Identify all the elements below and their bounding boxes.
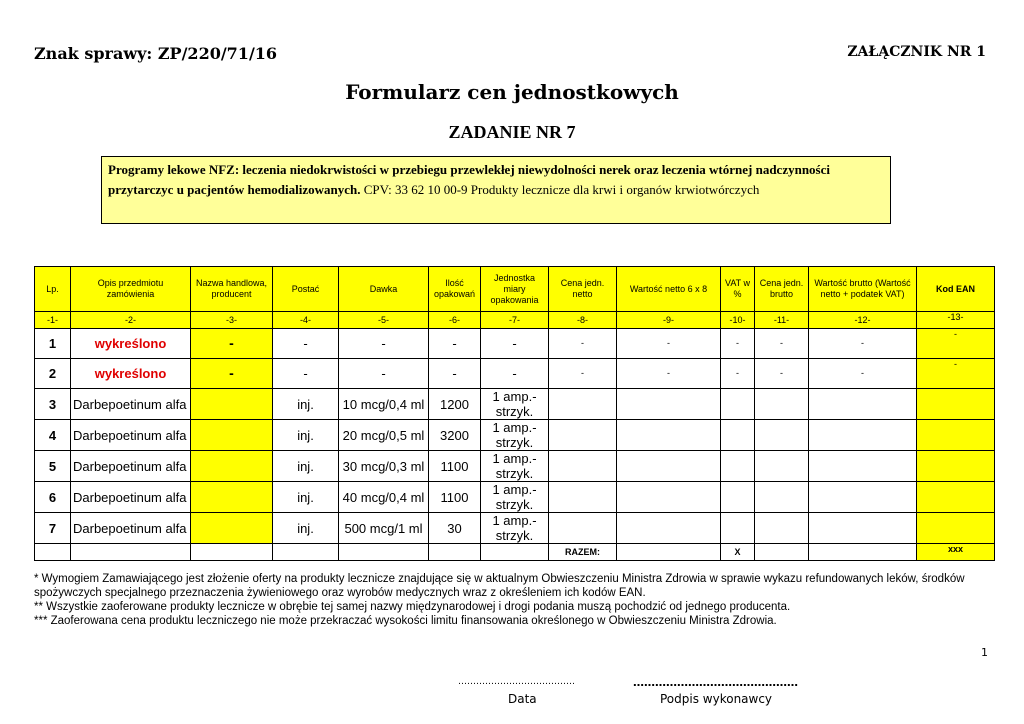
name-cell[interactable] — [191, 389, 273, 420]
price-table — [34, 266, 995, 561]
number-cell: -8- — [549, 312, 617, 329]
dose-cell: - — [339, 329, 429, 359]
header-cell: Wartość brutto (Wartość netto + podatek VAT) — [809, 267, 917, 312]
ean-cell[interactable] — [917, 451, 995, 482]
number-cell: -3- — [191, 312, 273, 329]
vat-cell[interactable] — [721, 389, 755, 420]
empty-cell — [35, 544, 71, 561]
number-cell: -7- — [481, 312, 549, 329]
net-cell: - — [617, 329, 721, 359]
total-label: RAZEM: — [549, 544, 617, 561]
table-row — [35, 389, 995, 420]
header-cell: Ilość opakowań — [429, 267, 481, 312]
net-cell[interactable] — [617, 420, 721, 451]
gross-cell: - — [809, 329, 917, 359]
table-header-row — [35, 267, 995, 312]
number-cell: -13- — [917, 312, 995, 329]
table-row — [35, 451, 995, 482]
gross-price-cell[interactable] — [755, 420, 809, 451]
unit-cell: 1 amp.-strzyk. — [481, 420, 549, 451]
vat-cell[interactable] — [721, 513, 755, 544]
unit-cell: - — [481, 359, 549, 389]
form-cell: - — [273, 329, 339, 359]
ean-cell[interactable] — [917, 482, 995, 513]
number-cell: -2- — [71, 312, 191, 329]
date-label: Data — [508, 692, 537, 706]
ean-cell[interactable]: - — [917, 329, 995, 359]
number-cell: -11- — [755, 312, 809, 329]
dose-cell: 10 mcg/0,4 ml — [339, 389, 429, 420]
price-cell[interactable] — [549, 389, 617, 420]
vat-cell: - — [721, 359, 755, 389]
table-row — [35, 329, 995, 359]
dose-cell: 30 mcg/0,3 ml — [339, 451, 429, 482]
lp-cell: 3 — [35, 389, 71, 420]
table-row — [35, 359, 995, 389]
footnote: * Wymogiem Zamawiającego jest złożenie oferty na produkty lecznicze znajdujące się w aktualnym Obwieszczeniu Ministra Zdrowia w sprawie wykazu refundowanych leków, środków spożywczych specjalnego przeznaczenia żywieniowego oraz wyrobów medycznych wraz z określeniem ich kodów EAN. — [34, 573, 965, 599]
ean-cell[interactable]: - — [917, 359, 995, 389]
form-cell: inj. — [273, 482, 339, 513]
empty-cell — [755, 544, 809, 561]
qty-cell: 3200 — [429, 420, 481, 451]
ean-cell[interactable] — [917, 389, 995, 420]
dose-cell: 20 mcg/0,5 ml — [339, 420, 429, 451]
header-cell: Cena jedn. brutto — [755, 267, 809, 312]
description-bold: Programy lekowe NFZ: leczenia niedokrwistości w przebiegu przewlekłej niewydolności nerek oraz leczenia wtórnej nadczynności przytarczyc u pacjentów hemodializowanych. — [108, 162, 830, 197]
name-cell[interactable] — [191, 482, 273, 513]
number-cell: -6- — [429, 312, 481, 329]
name-cell[interactable] — [191, 513, 273, 544]
empty-cell — [481, 544, 549, 561]
qty-cell: 1100 — [429, 451, 481, 482]
gross-cell: - — [809, 359, 917, 389]
header-cell: Opis przedmiotu zamówienia — [71, 267, 191, 312]
qty-cell: 30 — [429, 513, 481, 544]
footnotes — [34, 572, 994, 628]
gross-price-cell: - — [755, 359, 809, 389]
vat-cell[interactable] — [721, 451, 755, 482]
description-cpv: CPV: 33 62 10 00-9 Produkty lecznicze dla krwi i organów krwiotwórczych — [360, 182, 760, 197]
page-number: 1 — [981, 646, 988, 659]
number-cell: -12- — [809, 312, 917, 329]
price-cell[interactable] — [549, 482, 617, 513]
empty-cell — [273, 544, 339, 561]
empty-cell — [71, 544, 191, 561]
name-cell[interactable]: - — [191, 359, 273, 389]
footnote: *** Zaoferowana cena produktu leczniczego nie może przekraczać wysokości limitu finansowania określonego w Obwieszczeniu Ministra Zdrowia. — [34, 615, 777, 627]
net-cell[interactable] — [617, 451, 721, 482]
name-cell[interactable]: - — [191, 329, 273, 359]
vat-cell[interactable] — [721, 420, 755, 451]
header-cell: Cena jedn. netto — [549, 267, 617, 312]
table-row — [35, 513, 995, 544]
vat-cell: - — [721, 329, 755, 359]
header-cell: Dawka — [339, 267, 429, 312]
number-cell: -1- — [35, 312, 71, 329]
unit-cell: 1 amp.-strzyk. — [481, 389, 549, 420]
lp-cell: 4 — [35, 420, 71, 451]
header-cell: Nazwa handlowa, producent — [191, 267, 273, 312]
lp-cell: 1 — [35, 329, 71, 359]
gross-cell[interactable] — [809, 482, 917, 513]
dose-cell: 500 mcg/1 ml — [339, 513, 429, 544]
desc-cell: Darbepoetinum alfa — [71, 389, 191, 420]
empty-cell — [339, 544, 429, 561]
number-cell: -9- — [617, 312, 721, 329]
gross-cell[interactable] — [809, 451, 917, 482]
total-net-cell[interactable] — [617, 544, 721, 561]
qty-cell: 1200 — [429, 389, 481, 420]
price-cell: - — [549, 359, 617, 389]
table-row — [35, 420, 995, 451]
qty-cell: 1100 — [429, 482, 481, 513]
number-cell: -4- — [273, 312, 339, 329]
table-row — [35, 482, 995, 513]
name-cell[interactable] — [191, 451, 273, 482]
date-line: ………………………………… — [458, 677, 575, 687]
header-cell: Wartość netto 6 x 8 — [617, 267, 721, 312]
ean-cell[interactable] — [917, 513, 995, 544]
price-cell[interactable] — [549, 451, 617, 482]
number-cell: -10- — [721, 312, 755, 329]
desc-cell: wykreślono — [71, 329, 191, 359]
net-cell[interactable] — [617, 482, 721, 513]
footnote: ** Wszystkie zaoferowane produkty lecznicze w obrębie tej samej nazwy międzynarodowej i drogi podania muszą pochodzić od jednego producenta. — [34, 601, 791, 613]
task-title: ZADANIE NR 7 — [448, 122, 576, 142]
vat-cell[interactable] — [721, 482, 755, 513]
attachment-label: ZAŁĄCZNIK NR 1 — [847, 44, 986, 60]
total-ean-mark: xxx — [917, 544, 995, 561]
signature-line: ……………………………………… — [633, 676, 798, 689]
price-cell[interactable] — [549, 513, 617, 544]
desc-cell: Darbepoetinum alfa — [71, 451, 191, 482]
lp-cell: 2 — [35, 359, 71, 389]
unit-cell: 1 amp.-strzyk. — [481, 513, 549, 544]
unit-cell: - — [481, 329, 549, 359]
header-cell: Postać — [273, 267, 339, 312]
empty-cell — [429, 544, 481, 561]
header-cell: Jednostka miary opakowania — [481, 267, 549, 312]
lp-cell: 7 — [35, 513, 71, 544]
page-title: Formularz cen jednostkowych — [345, 80, 679, 104]
header-cell: VAT w % — [721, 267, 755, 312]
gross-price-cell[interactable] — [755, 513, 809, 544]
signature-label: Podpis wykonawcy — [660, 692, 773, 706]
gross-price-cell[interactable] — [755, 482, 809, 513]
gross-cell[interactable] — [809, 513, 917, 544]
qty-cell: - — [429, 359, 481, 389]
ean-cell[interactable] — [917, 420, 995, 451]
desc-cell: Darbepoetinum alfa — [71, 482, 191, 513]
gross-cell[interactable] — [809, 420, 917, 451]
desc-cell: Darbepoetinum alfa — [71, 513, 191, 544]
lp-cell: 6 — [35, 482, 71, 513]
header-cell: Kod EAN — [917, 267, 995, 312]
desc-cell: Darbepoetinum alfa — [71, 420, 191, 451]
total-vat-mark: X — [721, 544, 755, 561]
gross-price-cell[interactable] — [755, 451, 809, 482]
case-number: Znak sprawy: ZP/220/71/16 — [34, 44, 278, 63]
form-cell: - — [273, 359, 339, 389]
table-number-row — [35, 312, 995, 329]
price-cell: - — [549, 329, 617, 359]
gross-cell[interactable] — [809, 389, 917, 420]
empty-cell — [191, 544, 273, 561]
desc-cell: wykreślono — [71, 359, 191, 389]
unit-cell: 1 amp.-strzyk. — [481, 451, 549, 482]
dose-cell: - — [339, 359, 429, 389]
name-cell[interactable] — [191, 420, 273, 451]
net-cell[interactable] — [617, 389, 721, 420]
form-cell: inj. — [273, 389, 339, 420]
price-cell[interactable] — [549, 420, 617, 451]
qty-cell: - — [429, 329, 481, 359]
net-cell: - — [617, 359, 721, 389]
form-cell: inj. — [273, 451, 339, 482]
form-cell: inj. — [273, 420, 339, 451]
total-row — [35, 544, 995, 561]
header-cell: Lp. — [35, 267, 71, 312]
gross-price-cell: - — [755, 329, 809, 359]
net-cell[interactable] — [617, 513, 721, 544]
total-gross-cell[interactable] — [809, 544, 917, 561]
form-cell: inj. — [273, 513, 339, 544]
dose-cell: 40 mcg/0,4 ml — [339, 482, 429, 513]
number-cell: -5- — [339, 312, 429, 329]
gross-price-cell[interactable] — [755, 389, 809, 420]
lp-cell: 5 — [35, 451, 71, 482]
description-box — [101, 156, 891, 224]
unit-cell: 1 amp.-strzyk. — [481, 482, 549, 513]
